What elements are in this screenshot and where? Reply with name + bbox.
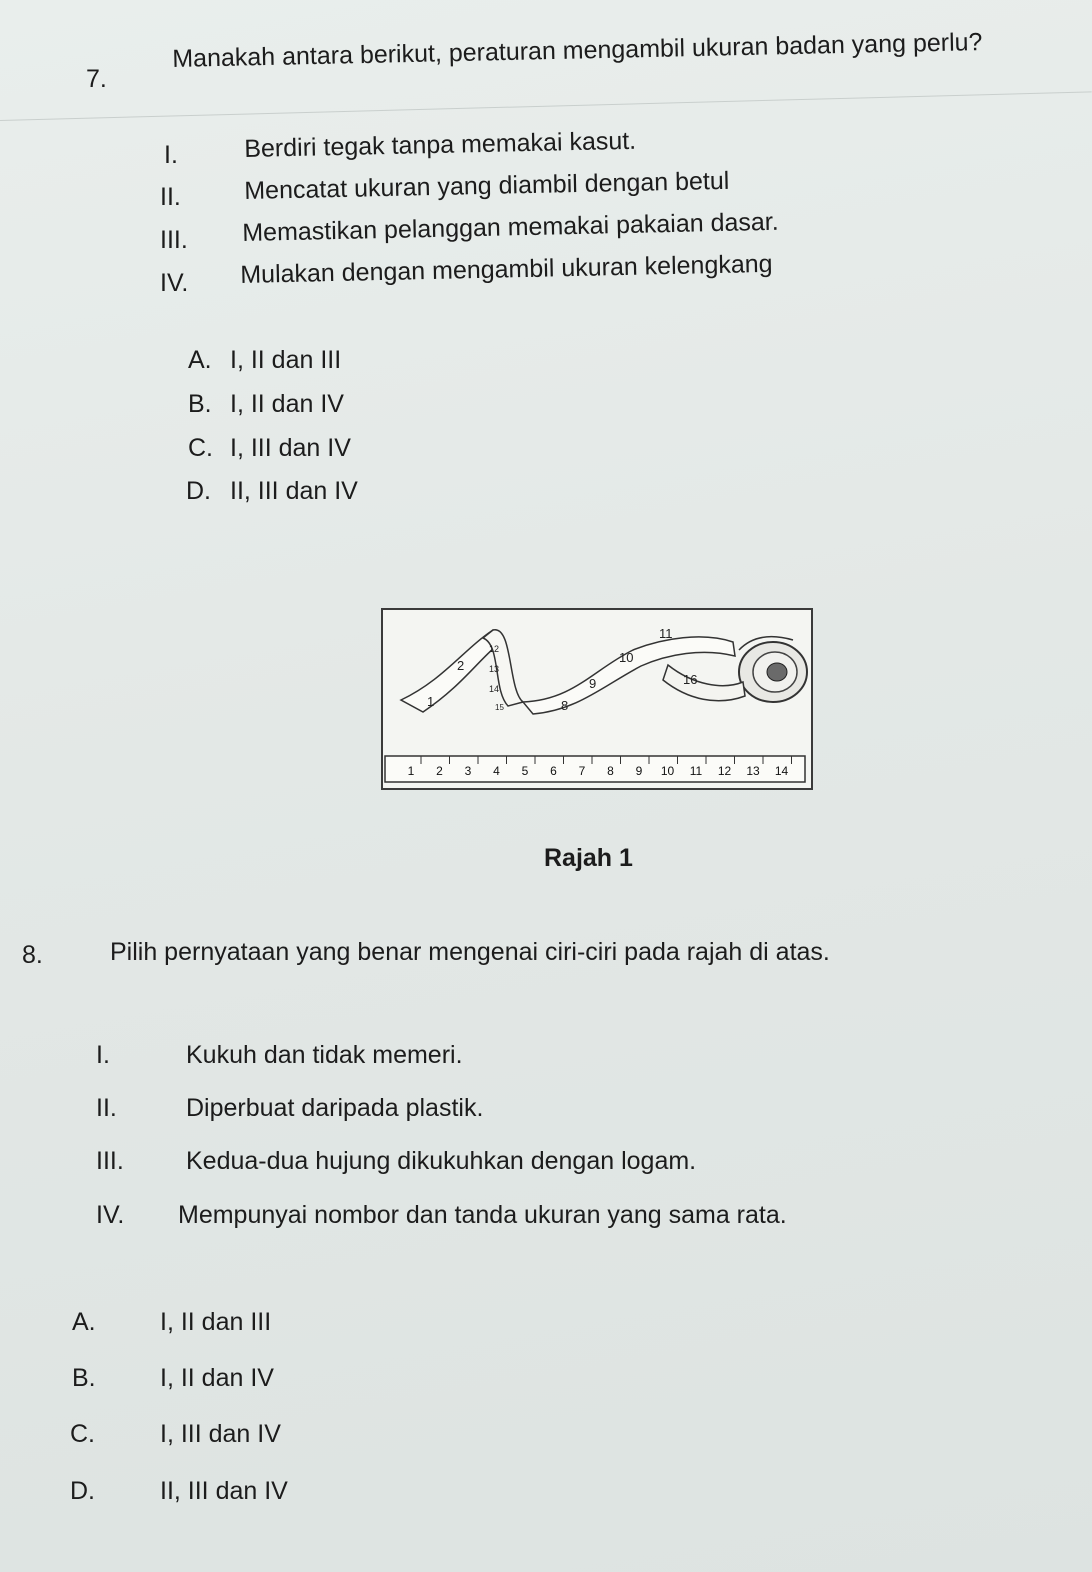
tape-scale-label: 13 (746, 764, 760, 778)
tape-scale-label: 2 (436, 764, 443, 778)
tape-number: 8 (561, 698, 569, 713)
tape-scale-label: 4 (493, 764, 500, 778)
statement-text: Mempunyai nombor dan tanda ukuran yang sama rata. (178, 1201, 787, 1229)
option-letter[interactable]: A. (72, 1308, 96, 1336)
tape-straight-section (385, 756, 805, 782)
tape-number: 16 (683, 672, 698, 687)
option-text[interactable]: I, II dan IV (230, 390, 344, 418)
tape-number: 1 (427, 694, 435, 709)
tape-scale-label: 9 (635, 764, 643, 778)
tape-scale-label: 8 (607, 764, 614, 778)
statement-text: Mulakan dengan mengambil ukuran kelengkang (240, 249, 773, 289)
option-text[interactable]: I, II dan III (230, 346, 342, 374)
measuring-tape-illustration (383, 610, 811, 788)
option-text[interactable]: I, III dan IV (160, 1420, 281, 1448)
statement-roman: II. (96, 1094, 117, 1122)
tape-scale-label: 1 (407, 764, 415, 778)
option-text[interactable]: I, III dan IV (230, 434, 351, 462)
tape-number: 13 (489, 664, 500, 674)
option-letter[interactable]: A. (188, 346, 212, 374)
statement-text: Berdiri tegak tanpa memakai kasut. (244, 126, 637, 163)
question-number: 8. (22, 941, 43, 969)
statement-roman: III. (96, 1147, 124, 1175)
option-text[interactable]: II, III dan IV (160, 1477, 288, 1505)
measuring-tape-figure (381, 608, 813, 790)
statement-roman: IV. (96, 1201, 125, 1229)
statement-text: Kedua-dua hujung dikukuhkan dengan logam. (186, 1147, 697, 1175)
tape-number: 15 (495, 703, 504, 712)
statement-text: Memastikan pelanggan memakai pakaian dasar. (242, 207, 779, 247)
tape-number: 11 (659, 626, 673, 641)
tape-scale-label: 14 (774, 764, 789, 778)
statement-text: Kukuh dan tidak memeri. (186, 1041, 463, 1069)
tape-scale-label: 12 (717, 764, 732, 778)
statement-text: Mencatat ukuran yang diambil dengan betul (244, 166, 730, 205)
statement-roman: I. (96, 1041, 110, 1069)
question-number: 7. (86, 65, 107, 93)
option-letter[interactable]: C. (70, 1420, 95, 1448)
tape-scale-label: 6 (550, 764, 557, 778)
question-text: Pilih pernyataan yang benar mengenai ciri-ciri pada rajah di atas. (110, 938, 830, 966)
tape-number: 2 (457, 658, 465, 673)
option-text[interactable]: I, II dan IV (160, 1364, 274, 1392)
tape-number: 9 (589, 676, 597, 691)
divider (0, 91, 1092, 121)
option-letter[interactable]: B. (188, 390, 212, 418)
tape-roll-icon (739, 637, 807, 702)
option-letter[interactable]: D. (186, 477, 211, 505)
statement-roman: II. (160, 183, 181, 211)
tape-scale-label: 11 (689, 764, 703, 778)
statement-roman: I. (164, 141, 178, 169)
tape-number: 12 (489, 644, 500, 654)
figure-caption: Rajah 1 (544, 844, 633, 872)
tape-scale-label: 7 (578, 764, 586, 778)
statement-roman: III. (160, 226, 188, 254)
tape-scale-label: 3 (464, 764, 472, 778)
option-text[interactable]: I, II dan III (160, 1308, 272, 1336)
question-text: Manakah antara berikut, peraturan mengambil ukuran badan yang perlu? (172, 28, 983, 73)
tape-scale-label: 10 (660, 764, 675, 778)
option-letter[interactable]: C. (188, 434, 213, 462)
tape-number: 10 (619, 650, 634, 665)
option-letter[interactable]: B. (72, 1364, 96, 1392)
statement-text: Diperbuat daripada plastik. (186, 1094, 484, 1122)
tape-scale-label: 5 (521, 764, 529, 778)
tape-number: 14 (489, 684, 500, 694)
option-text[interactable]: II, III dan IV (230, 477, 358, 505)
statement-roman: IV. (160, 269, 189, 297)
option-letter[interactable]: D. (70, 1477, 95, 1505)
